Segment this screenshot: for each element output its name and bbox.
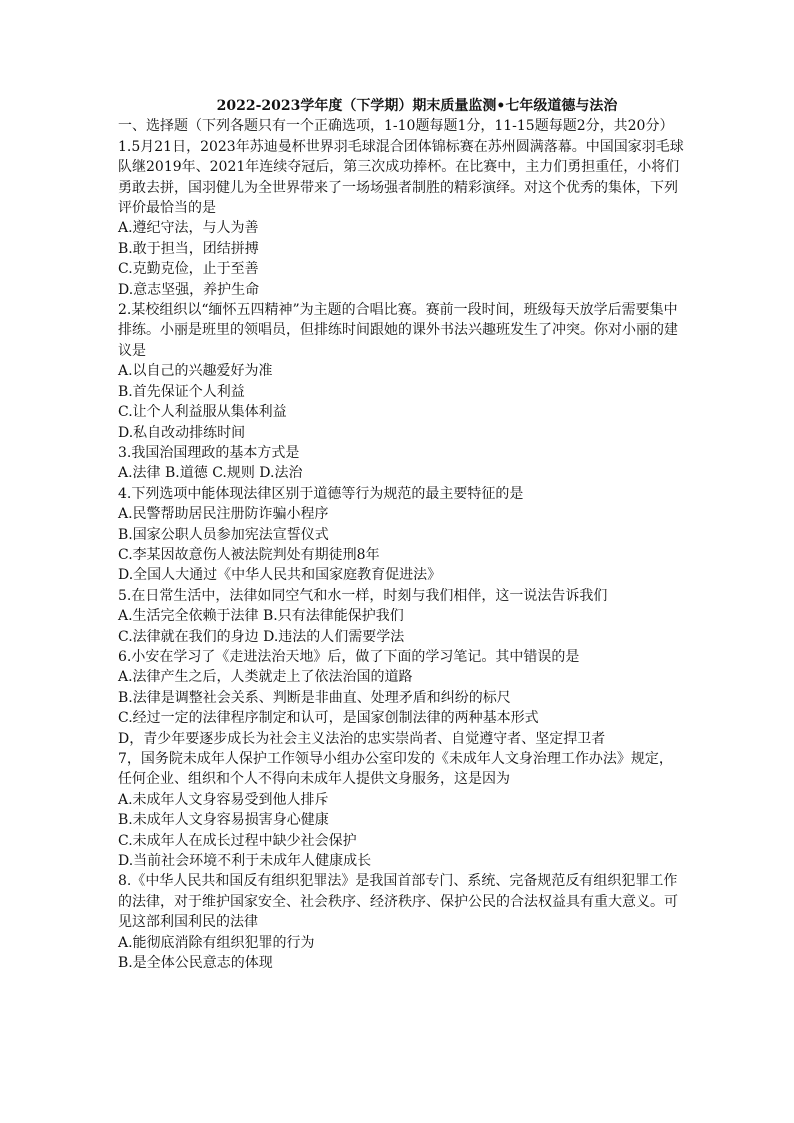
question-stem: 5.在日常生活中，法律如同空气和水一样，时刻与我们相伴，这一说法告诉我们 xyxy=(118,587,608,604)
question-stem: 3.我国治国理政的基本方式是 xyxy=(118,444,300,461)
answer-option: A.法律 B.道德 C.规则 D.法治 xyxy=(118,465,303,482)
answer-option: A.遵纪守法，与人为善 xyxy=(118,220,259,237)
answer-option: B.是全体公民意志的体现 xyxy=(118,955,273,972)
question-item xyxy=(118,586,686,647)
answer-option: B.法律是调整社会关系、判断是非曲直、处理矛盾和纠纷的标尺 xyxy=(118,689,511,706)
answer-option: C.法律就在我们的身边 D.违法的人们需要学法 xyxy=(118,628,405,645)
page-title: 2022-2023学年度（下学期）期末质量监测•七年级道德与法治 xyxy=(216,98,618,114)
question-item xyxy=(118,647,686,749)
question-stem: 7，国务院未成年人保护工作领导小组办公室印发的《未成年人文身治理工作办法》规定，任何企业、组织和个人不得向未成年人提供文身服务，这是因为 xyxy=(118,751,673,788)
answer-option: B.敢于担当，团结拼搏 xyxy=(118,240,259,257)
question-stem: 6.小安在学习了《走进法治天地》后，做了下面的学习笔记。其中错误的是 xyxy=(118,648,580,665)
answer-option: D，青少年要逐步成长为社会主义法治的忠实崇尚者、自觉遵守者、坚定捍卫者 xyxy=(118,730,606,747)
question-item xyxy=(118,300,686,443)
question-item xyxy=(118,749,686,871)
question-stem: 4.下列选项中能体现法律区别于道德等行为规范的最主要特征的是 xyxy=(118,485,524,502)
answer-option: D.当前社会环境不利于未成年人健康成长 xyxy=(118,853,372,870)
answer-option: A.生活完全依赖于法律 B.只有法律能保护我们 xyxy=(118,608,404,625)
exam-page xyxy=(118,96,686,973)
question-stem: 2.某校组织以“缅怀五四精神”为主题的合唱比赛。赛前一段时间，班级每天放学后需要集中排练。小丽是班里的领唱员，但排练时间跟她的课外书法兴趣班发生了冲突。你对小丽的建议是 xyxy=(118,302,678,359)
answer-option: D.意志坚强，养护生命 xyxy=(118,281,260,298)
answer-option: C.未成年人在成长过程中缺少社会保护 xyxy=(118,832,357,849)
question-item xyxy=(118,484,686,586)
answer-option: C.克勤克俭，止于至善 xyxy=(118,261,259,278)
answer-option: C.李某因故意伤人被法院判处有期徒刑8年 xyxy=(118,546,380,563)
answer-option: B.国家公职人员参加宪法宣誓仪式 xyxy=(118,526,329,543)
answer-option: C.让个人利益服从集体利益 xyxy=(118,404,287,421)
answer-option: A.能彻底消除有组织犯罪的行为 xyxy=(118,934,315,951)
answer-option: C.经过一定的法律程序制定和认可，是国家创制法律的两种基本形式 xyxy=(118,710,539,727)
answer-option: A.法律产生之后，人类就走上了依法治国的道路 xyxy=(118,669,413,686)
question-stem: 8.《中华人民共和国反有组织犯罪法》是我国首部专门、系统、完备规范反有组织犯罪工作的法律，对于维护国家安全、社会秩序、经济秩序、保护公民的合法权益具有重大意义。可见这部利国利民的法律 xyxy=(118,873,678,931)
question-item xyxy=(118,871,686,973)
answer-option: B.首先保证个人利益 xyxy=(118,383,245,400)
question-item xyxy=(118,443,686,484)
answer-option: A.未成年人文身容易受到他人排斥 xyxy=(118,791,329,808)
answer-option: D.全国人大通过《中华人民共和国家庭教育促进法》 xyxy=(118,567,442,584)
answer-option: B.未成年人文身容易损害身心健康 xyxy=(118,812,329,829)
answer-option: D.私自改动排练时间 xyxy=(118,424,246,441)
answer-option: A.以自己的兴趣爱好为准 xyxy=(118,363,273,380)
question-stem: 1.5月21日，2023年苏迪曼杯世界羽毛球混合团体锦标赛在苏州圆满落幕。中国国家羽毛球队继2019年、2021年连续夺冠后，第三次成功捧杯。在比赛中，主力们勇担重任，小将们勇敢去拼，国羽健儿为全世界带来了一场场强者制胜的精彩演绎。对这个优秀的集体，下列评价最恰当的是 xyxy=(118,138,684,217)
question-list xyxy=(118,137,686,974)
section-heading: 一、选择题（下列各题只有一个正确选项，1-10题每题1分，11-15题每题2分，共20分） xyxy=(118,118,674,135)
answer-option: A.民警帮助居民注册防诈骗小程序 xyxy=(118,506,329,523)
question-item xyxy=(118,137,686,300)
